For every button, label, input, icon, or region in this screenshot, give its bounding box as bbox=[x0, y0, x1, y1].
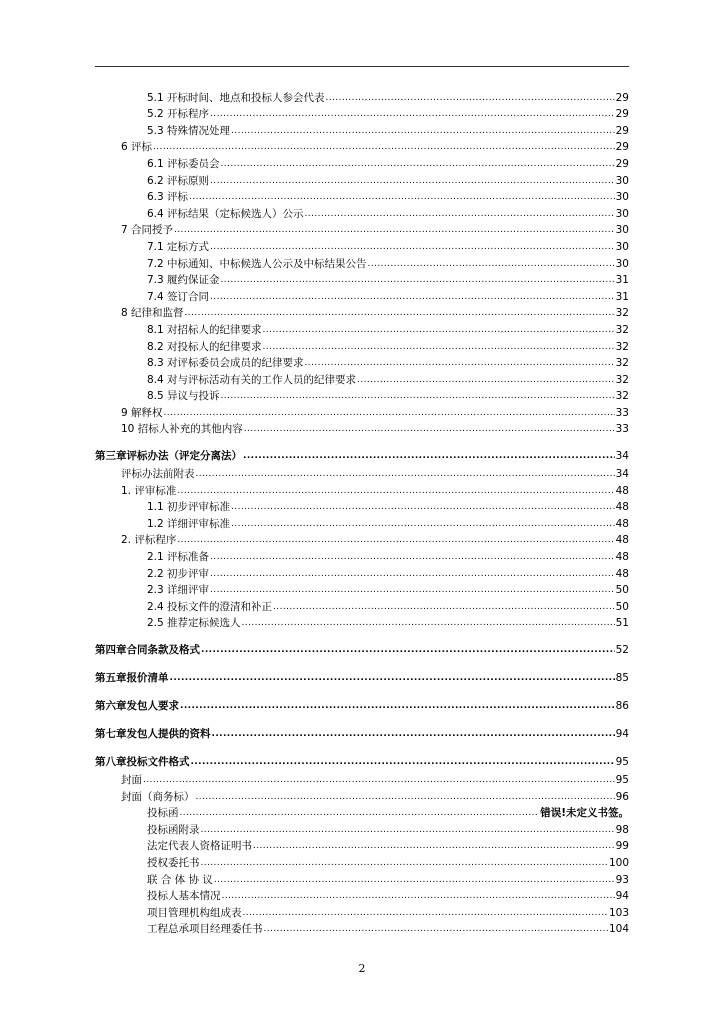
toc-entry[interactable] bbox=[95, 403, 629, 420]
toc-entry[interactable] bbox=[95, 121, 629, 138]
toc-entry[interactable] bbox=[95, 320, 629, 337]
toc-leader-dots bbox=[210, 107, 615, 121]
toc-leader-dots bbox=[244, 422, 615, 436]
toc-leader-dots bbox=[212, 727, 615, 741]
toc-entry-page: 52 bbox=[615, 644, 629, 657]
toc-entry[interactable] bbox=[95, 614, 629, 631]
toc-leader-dots bbox=[273, 600, 615, 614]
toc-entry-title: 封面（商务标） bbox=[121, 790, 195, 803]
toc-entry[interactable] bbox=[95, 464, 629, 481]
toc-entry-title: 第六章发包人要求 bbox=[95, 700, 179, 713]
toc-entry-title: 2. 评标程序 bbox=[121, 534, 177, 547]
toc-entry-title: 第七章发包人提供的资料 bbox=[95, 728, 211, 741]
toc-entry[interactable] bbox=[95, 514, 629, 531]
toc-entry[interactable] bbox=[95, 564, 629, 581]
toc-entry[interactable] bbox=[95, 498, 629, 515]
toc-entry-page: 48 bbox=[615, 501, 629, 514]
toc-leader-dots bbox=[180, 806, 540, 820]
toc-entry-page: 86 bbox=[615, 700, 629, 713]
toc-entry[interactable] bbox=[95, 287, 629, 304]
toc-entry-page: 30 bbox=[615, 224, 629, 237]
toc-entry-title: 6.4 评标结果（定标候选人）公示 bbox=[147, 207, 304, 220]
table-of-contents bbox=[95, 88, 629, 936]
toc-entry-title: 1.1 初步评审标准 bbox=[147, 501, 231, 514]
toc-entry-page: 29 bbox=[615, 141, 629, 154]
toc-entry-page: 48 bbox=[615, 517, 629, 530]
toc-entry-title: 7.3 履约保证金 bbox=[147, 274, 220, 287]
toc-entry-title: 7.1 定标方式 bbox=[147, 240, 210, 253]
toc-entry-title: 项目管理机构组成表 bbox=[147, 906, 242, 919]
toc-entry[interactable] bbox=[95, 171, 629, 188]
toc-leader-dots bbox=[263, 340, 615, 354]
toc-entry[interactable] bbox=[95, 581, 629, 598]
toc-leader-dots bbox=[222, 889, 615, 903]
toc-entry-title: 2.4 投标文件的澄清和补正 bbox=[147, 600, 273, 613]
toc-entry-page: 48 bbox=[615, 567, 629, 580]
toc-entry-title: 8.4 对与评标活动有关的工作人员的纪律要求 bbox=[147, 373, 357, 386]
toc-entry-title: 授权委托书 bbox=[147, 856, 200, 869]
toc-entry[interactable] bbox=[95, 370, 629, 387]
toc-entry-page: 85 bbox=[615, 672, 629, 685]
toc-leader-dots bbox=[174, 223, 615, 237]
toc-leader-dots bbox=[305, 356, 615, 370]
toc-leader-dots bbox=[221, 157, 615, 171]
toc-entry-page: 50 bbox=[615, 584, 629, 597]
toc-entry-title: 第四章合同条款及格式 bbox=[95, 644, 200, 657]
toc-chapter-entry[interactable] bbox=[95, 714, 629, 742]
toc-leader-dots bbox=[210, 290, 615, 304]
toc-entry-page: 32 bbox=[615, 323, 629, 336]
toc-leader-dots bbox=[177, 484, 614, 498]
toc-entry-page: 50 bbox=[615, 600, 629, 613]
toc-entry-title: 5.2 开标程序 bbox=[147, 108, 210, 121]
toc-entry-page: 32 bbox=[615, 340, 629, 353]
toc-leader-dots bbox=[210, 550, 615, 564]
toc-entry-title: 6.3 评标 bbox=[147, 191, 189, 204]
toc-entry-page: 30 bbox=[615, 240, 629, 253]
toc-entry-title: 8.3 对评标委员会成员的纪律要求 bbox=[147, 357, 304, 370]
toc-entry-page: 错误!未定义书签。 bbox=[540, 807, 629, 820]
toc-entry[interactable] bbox=[95, 337, 629, 354]
toc-entry[interactable] bbox=[95, 837, 629, 854]
toc-entry[interactable] bbox=[95, 271, 629, 288]
toc-entry[interactable] bbox=[95, 820, 629, 837]
toc-leader-dots bbox=[143, 773, 615, 787]
toc-chapter-entry[interactable] bbox=[95, 658, 629, 686]
toc-entry-page: 95 bbox=[615, 756, 629, 769]
toc-entry-page: 31 bbox=[615, 274, 629, 287]
toc-entry-title: 1. 评审标准 bbox=[121, 484, 177, 497]
toc-leader-dots bbox=[153, 140, 615, 154]
toc-entry-page: 100 bbox=[608, 856, 629, 869]
toc-entry[interactable] bbox=[95, 204, 629, 221]
toc-entry[interactable] bbox=[95, 531, 629, 548]
toc-entry-title: 第三章评标办法（评定分离法） bbox=[95, 450, 242, 463]
toc-entry-page: 32 bbox=[615, 357, 629, 370]
toc-chapter-entry[interactable] bbox=[95, 686, 629, 714]
toc-entry-title: 6.2 评标原则 bbox=[147, 174, 210, 187]
toc-entry[interactable] bbox=[95, 254, 629, 271]
toc-entry-page: 29 bbox=[615, 108, 629, 121]
toc-chapter-entry[interactable] bbox=[95, 436, 629, 464]
toc-leader-dots bbox=[177, 533, 614, 547]
toc-entry-page: 48 bbox=[615, 551, 629, 564]
toc-leader-dots bbox=[231, 500, 615, 514]
toc-entry-title: 联 合 体 协 议 bbox=[147, 873, 213, 886]
toc-leader-dots bbox=[221, 389, 615, 403]
toc-leader-dots bbox=[201, 643, 615, 657]
toc-entry-title: 法定代表人资格证明书 bbox=[147, 840, 252, 853]
toc-leader-dots bbox=[170, 671, 615, 685]
toc-leader-dots bbox=[210, 583, 615, 597]
toc-leader-dots bbox=[231, 517, 615, 531]
toc-leader-dots bbox=[243, 449, 615, 463]
toc-entry-page: 29 bbox=[615, 124, 629, 137]
toc-leader-dots bbox=[253, 839, 615, 853]
toc-entry-page: 34 bbox=[615, 450, 629, 463]
toc-entry-title: 2.1 评标准备 bbox=[147, 551, 210, 564]
page-number: 2 bbox=[358, 962, 366, 975]
toc-entry-title: 投标人基本情况 bbox=[147, 890, 221, 903]
toc-entry[interactable] bbox=[95, 597, 629, 614]
toc-chapter-entry[interactable] bbox=[95, 742, 629, 770]
header-rule bbox=[95, 66, 629, 67]
toc-leader-dots bbox=[185, 306, 615, 320]
toc-entry-page: 33 bbox=[615, 423, 629, 436]
toc-entry-page: 30 bbox=[615, 191, 629, 204]
toc-entry-page: 93 bbox=[615, 873, 629, 886]
toc-leader-dots bbox=[263, 323, 615, 337]
toc-entry-title: 7.4 签订合同 bbox=[147, 290, 210, 303]
toc-entry[interactable] bbox=[95, 105, 629, 122]
toc-entry[interactable] bbox=[95, 770, 629, 787]
toc-leader-dots bbox=[196, 467, 615, 481]
toc-entry-page: 33 bbox=[615, 406, 629, 419]
toc-entry-title: 8.2 对投标人的纪律要求 bbox=[147, 340, 262, 353]
toc-entry-title: 2.2 初步评审 bbox=[147, 567, 210, 580]
toc-entry-title: 工程总承项目经理委任书 bbox=[147, 923, 263, 936]
toc-leader-dots bbox=[305, 207, 615, 221]
toc-entry-title: 第八章投标文件格式 bbox=[95, 756, 190, 769]
toc-entry-title: 2.5 推荐定标候选人 bbox=[147, 617, 241, 630]
toc-entry-page: 104 bbox=[608, 923, 629, 936]
toc-entry[interactable] bbox=[95, 354, 629, 371]
toc-leader-dots bbox=[191, 755, 615, 769]
toc-leader-dots bbox=[357, 373, 615, 387]
toc-entry[interactable] bbox=[95, 920, 629, 937]
toc-entry-page: 94 bbox=[615, 890, 629, 903]
toc-entry-page: 48 bbox=[615, 484, 629, 497]
toc-leader-dots bbox=[180, 699, 615, 713]
toc-entry-title: 8.1 对招标人的纪律要求 bbox=[147, 323, 262, 336]
toc-entry-page: 30 bbox=[615, 257, 629, 270]
toc-entry-title: 投标函 bbox=[147, 807, 179, 820]
toc-entry-page: 29 bbox=[615, 91, 629, 104]
toc-entry-title: 10 招标人补充的其他内容 bbox=[121, 423, 243, 436]
toc-entry[interactable] bbox=[95, 887, 629, 904]
toc-entry-page: 94 bbox=[615, 728, 629, 741]
toc-entry[interactable] bbox=[95, 547, 629, 564]
toc-entry[interactable] bbox=[95, 481, 629, 498]
toc-entry[interactable] bbox=[95, 88, 629, 105]
toc-entry-title: 第五章报价清单 bbox=[95, 672, 169, 685]
toc-leader-dots bbox=[243, 906, 608, 920]
toc-entry[interactable] bbox=[95, 154, 629, 171]
toc-entry-title: 7.2 中标通知、中标候选人公示及中标结果公告 bbox=[147, 257, 367, 270]
toc-entry[interactable] bbox=[95, 420, 629, 437]
toc-entry-page: 32 bbox=[615, 390, 629, 403]
toc-entry-title: 评标办法前附表 bbox=[121, 468, 195, 481]
toc-leader-dots bbox=[242, 616, 615, 630]
toc-leader-dots bbox=[164, 406, 615, 420]
toc-entry-page: 30 bbox=[615, 207, 629, 220]
toc-entry-title: 8.5 异议与投诉 bbox=[147, 390, 220, 403]
toc-entry-page: 32 bbox=[615, 307, 629, 320]
toc-entry[interactable] bbox=[95, 804, 629, 821]
toc-leader-dots bbox=[210, 240, 615, 254]
toc-entry-page: 32 bbox=[615, 373, 629, 386]
toc-entry-title: 8 纪律和监督 bbox=[121, 307, 184, 320]
toc-leader-dots bbox=[326, 91, 615, 105]
toc-entry[interactable] bbox=[95, 138, 629, 155]
toc-chapter-entry[interactable] bbox=[95, 630, 629, 658]
toc-entry-page: 29 bbox=[615, 157, 629, 170]
toc-entry[interactable] bbox=[95, 853, 629, 870]
toc-leader-dots bbox=[189, 190, 615, 204]
toc-leader-dots bbox=[201, 823, 615, 837]
toc-leader-dots bbox=[264, 922, 608, 936]
toc-entry-title: 投标函附录 bbox=[147, 823, 200, 836]
toc-leader-dots bbox=[368, 257, 615, 271]
toc-entry-page: 30 bbox=[615, 174, 629, 187]
toc-leader-dots bbox=[196, 790, 615, 804]
toc-entry-page: 51 bbox=[615, 617, 629, 630]
toc-entry-page: 99 bbox=[615, 840, 629, 853]
toc-entry-title: 2.3 详细评审 bbox=[147, 584, 210, 597]
toc-entry-page: 96 bbox=[615, 790, 629, 803]
toc-entry-page: 31 bbox=[615, 290, 629, 303]
toc-entry-title: 6.1 评标委员会 bbox=[147, 157, 220, 170]
toc-leader-dots bbox=[201, 856, 608, 870]
toc-entry-page: 103 bbox=[608, 906, 629, 919]
toc-entry[interactable] bbox=[95, 787, 629, 804]
toc-entry-page: 95 bbox=[615, 774, 629, 786]
toc-entry[interactable] bbox=[95, 221, 629, 238]
toc-entry-title: 9 解释权 bbox=[121, 406, 163, 419]
toc-entry-title: 5.1 开标时间、地点和投标人参会代表 bbox=[147, 91, 325, 104]
toc-entry-title: 6 评标 bbox=[121, 141, 153, 154]
toc-entry-title: 封面 bbox=[121, 774, 142, 786]
toc-entry-title: 5.3 特殊情况处理 bbox=[147, 124, 231, 137]
toc-leader-dots bbox=[231, 124, 615, 138]
toc-entry[interactable] bbox=[95, 903, 629, 920]
toc-entry-page: 98 bbox=[615, 823, 629, 836]
toc-leader-dots bbox=[214, 873, 615, 887]
toc-entry-title: 1.2 详细评审标准 bbox=[147, 517, 231, 530]
toc-entry[interactable] bbox=[95, 188, 629, 205]
toc-entry[interactable] bbox=[95, 870, 629, 887]
toc-entry[interactable] bbox=[95, 237, 629, 254]
toc-entry-page: 34 bbox=[615, 468, 629, 481]
toc-leader-dots bbox=[221, 273, 615, 287]
toc-entry[interactable] bbox=[95, 387, 629, 404]
toc-leader-dots bbox=[210, 174, 615, 188]
toc-leader-dots bbox=[210, 567, 615, 581]
toc-entry[interactable] bbox=[95, 304, 629, 321]
toc-entry-page: 48 bbox=[615, 534, 629, 547]
toc-entry-title: 7 合同授予 bbox=[121, 224, 174, 237]
